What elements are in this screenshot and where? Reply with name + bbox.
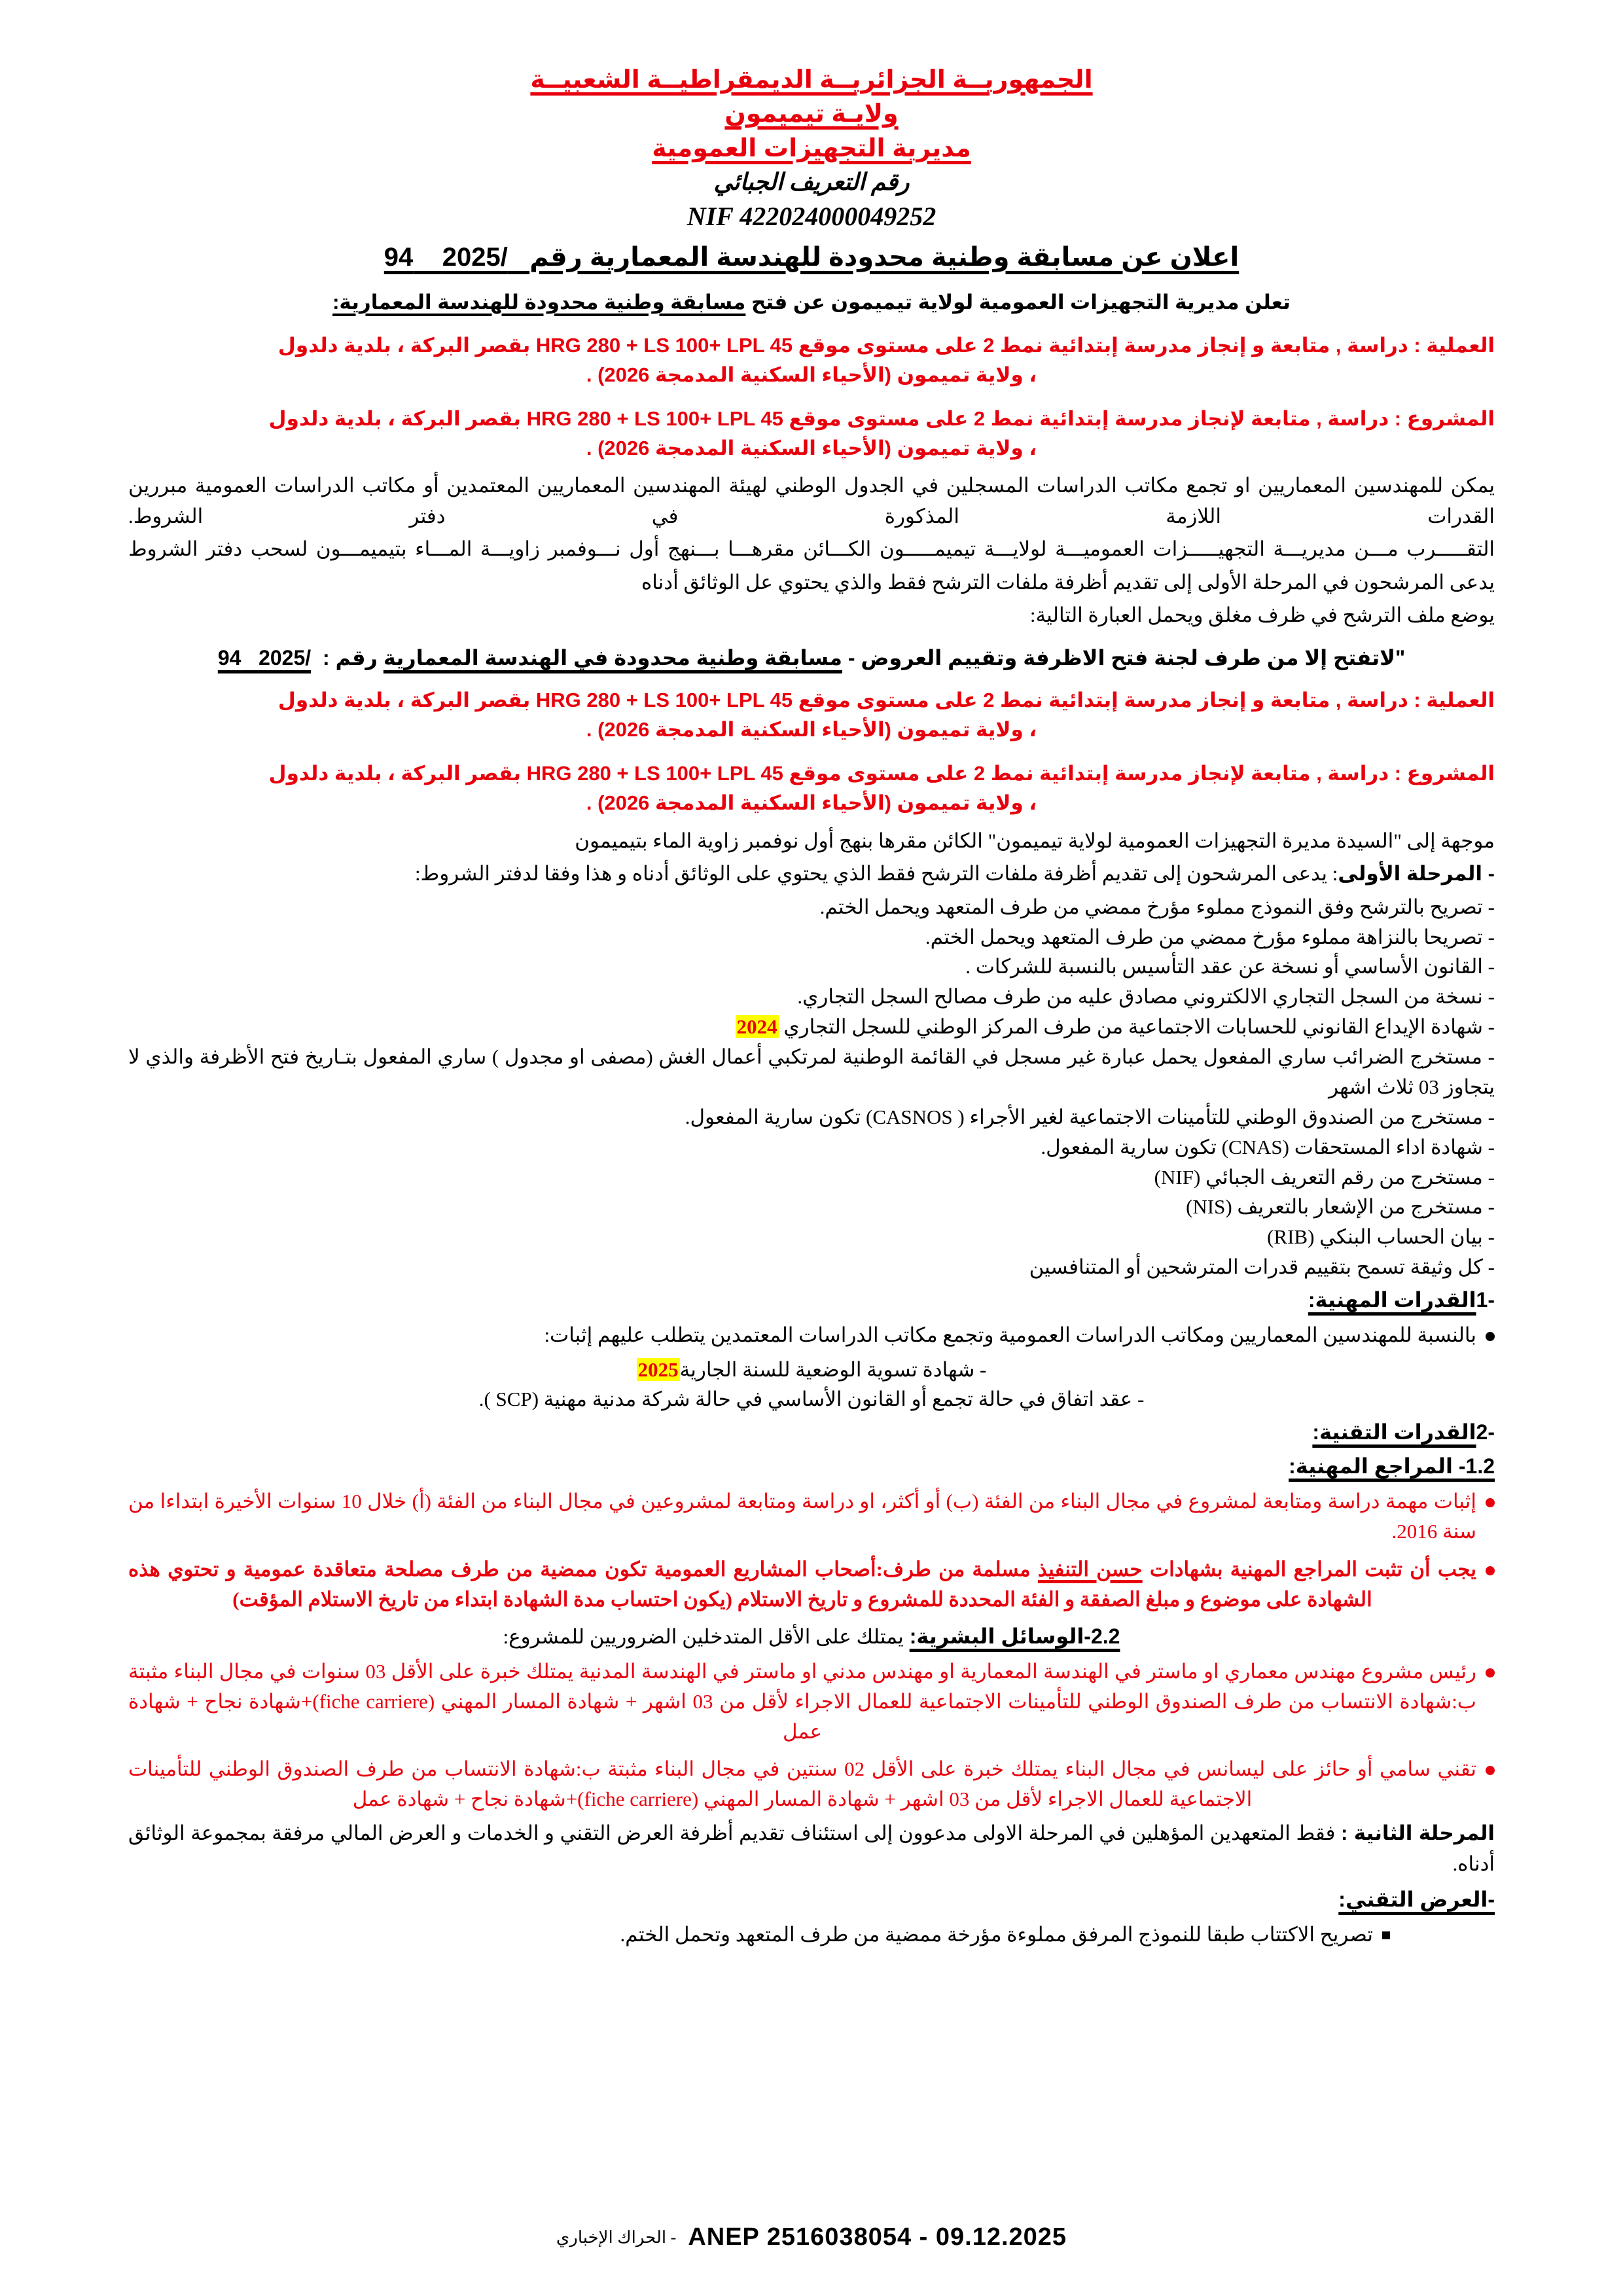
section-prof-item-1-year: 2025 [637, 1357, 679, 1381]
section-human-bullet-1-row [128, 1657, 1495, 1747]
bullet-dot-icon [1486, 1668, 1495, 1677]
section-human-rest: يمتلك على الأقل المتدخلين الضروريين للمشروع: [503, 1624, 904, 1648]
header-republic [128, 63, 1495, 97]
operation-1-line2: ، ولاية تميمون (الأحياء السكنية المدمجة 2026) . [586, 363, 1037, 386]
section-refs-bullet-1-row [128, 1486, 1495, 1547]
phase1-item-6: - مستخرج من الصندوق الوطني للتأمينات الاجتماعية لغير الأجراء ( CASNOS) تكون سارية المفعول. [685, 1105, 1495, 1128]
document-footer [128, 2223, 1495, 2270]
phase1-item-9: - مستخرج من الإشعار بالتعريف (NIS) [1186, 1195, 1495, 1219]
section-technical-offer-heading [128, 1887, 1495, 1912]
phase1-item-10: - بيان الحساب البنكي (RIB) [1267, 1225, 1495, 1249]
page-title-text: اعلان عن مسابقة وطنية محدودة للهندسة المعمارية رقم [529, 242, 1240, 272]
section-prof-bullet-text: بالنسبة للمهندسين المعماريين ومكاتب الدراسات العمومية وتجمع مكاتب الدراسات المعتمدين يتطلب عليهم إثبات: [544, 1323, 1476, 1347]
page-title-number: 94 [383, 242, 414, 272]
phase1-item-1: - تصريح بالترشح وفق النموذج مملوء مؤرخ ممضي من طرف المتعهد ويحمل الختم. [819, 895, 1495, 918]
bullet-dot-icon [1486, 1766, 1495, 1775]
section-tech-num: 2- [1476, 1420, 1495, 1444]
phase2-heading: المرحلة الثانية : [1340, 1821, 1495, 1845]
section-refs-bullet-2-p1: يجب أن تثبت المراجع المهنية بشهادات [1149, 1558, 1477, 1581]
phase1-item-11: - كل وثيقة تسمح بتقييم قدرات المترشحين أو المتنافسين [1029, 1255, 1495, 1279]
section-human-title: -الوسائل البشرية: [909, 1624, 1091, 1648]
bullet-dot-icon [1486, 1332, 1495, 1341]
project-1-text: دراسة , متابعة لإنجاز مدرسة إبتدائية نمط 2 على مستوى موقع HRG 280 + LS 100+ LPL 45 بقصر البركة ، بلدية دلدول [268, 406, 1389, 430]
phase1-item-deposit [128, 1012, 1495, 1042]
section-tech-offer-title: -العرض التقني: [1338, 1888, 1495, 1912]
phase1-item-deposit-text: - شهادة الإيداع القانوني للحسابات الاجتماعية من طرف المركز الوطني للسجل التجاري [783, 1015, 1495, 1039]
header-republic-text: الجمهوريــة الجزائريــة الديمقراطيــة الشعبيــة [530, 66, 1093, 94]
section-human-bullet-2-row [128, 1754, 1495, 1814]
phase1-line [128, 859, 1495, 889]
section-refs-bullet-2-p2: مسلمة من طرف:أصحاب المشاريع العمومية تكون ممضية من طرف مصلحة متعاقدة عمومية و تحتوي هذه الشهادة على موضوع و مبلغ الصفقة و الفئة المحددة للمشروع و تاريخ الاستلام (يكون احتساب مدة الشهادة ابتداء من تاريخ الاستلام المؤقت) [128, 1558, 1372, 1611]
envelope-quote-underlined: مسابقة وطنية محدودة في الهندسة المعمارية [383, 645, 842, 670]
section-prof-item-2: - عقد اتفاق في حالة تجمع أو القانون الأساسي في حالة شركة مدنية مهنية (SCP ). [478, 1388, 1145, 1411]
operation-block-2 [128, 686, 1495, 745]
section-prof-bullet [128, 1320, 1476, 1351]
header-wilaya-text: ولايـة تيميمون [724, 100, 899, 128]
project-1-line1 [128, 404, 1495, 434]
phase1-item-2: - تصريحا بالنزاهة مملوء مؤرخ ممضي من طرف المتعهد ويحمل الختم. [925, 925, 1495, 948]
section-tech-offer-item-row [128, 1920, 1495, 1950]
paragraph-phase1-call: يدعى المرشحون في المرحلة الأولى إلى تقديم أظرفة ملفات الترشح فقط والذي يحتوي عل الوثائق أدناه [641, 570, 1495, 594]
phase1-item-8: - مستخرج من رقم التعريف الجبائي (NIF) [1154, 1165, 1495, 1189]
envelope-number: 94 [217, 645, 241, 670]
project-2-line2: ، ولاية تميمون (الأحياء السكنية المدمجة 2026) . [586, 791, 1037, 814]
section-prof-bullet-row [128, 1320, 1495, 1351]
envelope-year: 2025/ [259, 645, 312, 670]
phase1-item-3: - القانون الأساسي أو نسخة عن عقد التأسيس بالنسبة للشركات . [965, 955, 1495, 978]
bullet-dot-icon [1486, 1566, 1495, 1575]
operation-2-text: دراسة , متابعة و إنجاز مدرسة إبتدائية نمط 2 على مستوى موقع HRG 280 + LS 100+ LPL 45 بقصر البركة ، بلدية دلدول [277, 688, 1408, 711]
nif-value: NIF 422024000049252 [687, 201, 936, 231]
section-tech-title: القدرات التقنية: [1312, 1420, 1476, 1444]
section-prof-title: القدرات المهنية: [1308, 1288, 1476, 1312]
section-human-num: 2.2 [1090, 1624, 1120, 1648]
paragraph-sealed-envelope: يوضع ملف الترشح في ظرف مغلق ويحمل العبارة التالية: [1029, 603, 1495, 627]
section-prof-item-1-text: - شهادة تسوية الوضعية للسنة الجارية [679, 1357, 987, 1381]
phase2-line [128, 1818, 1495, 1879]
project-2-line1 [128, 759, 1495, 789]
section-human-resources-heading [128, 1624, 1495, 1649]
project-block-2 [128, 759, 1495, 818]
section-human-bullet-2: تقني سامي أو حائز على ليسانس في مجال البناء يمتلك خبرة على الأقل 02 سنتين في مجال البناء مثبتة ب:شهادة الانتساب من طرف الصندوق الوطني للتأمينات الاجتماعية للعمال الاجراء لأقل من 03 اشهر + شهادة المسار المهني (fiche carriere)+شهادة نجاح + شهادة عمل [128, 1757, 1477, 1811]
envelope-quote-before: "لاتفتح إلا من طرف لجنة فتح الاظرفة وتقييم العروض - [847, 645, 1406, 670]
section-refs-bullet-2-row [128, 1554, 1495, 1615]
anep-reference: ANEP 2516038054 - 09.12.2025 [688, 2223, 1067, 2251]
operation-2-line1 [128, 686, 1495, 715]
operation-1-label: العملية : [1414, 333, 1495, 357]
project-1-label: المشروع : [1394, 406, 1495, 430]
phase1-heading: - المرحلة الأولى [1338, 862, 1495, 886]
phase1-item-7: - شهادة اداء المستحقات (CNAS) تكون سارية المفعول. [1041, 1135, 1495, 1158]
paragraph-addressed-to: موجهة إلى "السيدة مديرة التجهيزات العمومية لولاية تيميمون" الكائن مقرها بنهج أول نوفمبر زاوية الماء بتيميمون [575, 829, 1495, 852]
header-directorate [128, 132, 1495, 166]
project-2-label: المشروع : [1394, 761, 1495, 785]
section-prof-num: 1- [1476, 1288, 1495, 1312]
envelope-inscription [128, 645, 1495, 670]
project-1-line2: ، ولاية تميمون (الأحياء السكنية المدمجة 2026) . [586, 436, 1037, 459]
phase2-text: فقط المتعهدين المؤهلين في المرحلة الاولى مدعوون إلى استئناف تقديم أظرفة العرض التقني و الخدمات و العرض المالي مرفقة بمجموعة الوثائق أدناه. [128, 1821, 1495, 1875]
operation-2-line2: ، ولاية تميمون (الأحياء السكنية المدمجة 2026) . [586, 717, 1037, 741]
envelope-quote-after: رقم : [322, 645, 378, 670]
intro-announcement [128, 291, 1495, 314]
section-references-heading [128, 1454, 1495, 1479]
phase1-text: : يدعى المرشحون إلى تقديم أظرفة ملفات الترشح فقط الذي يحتوي على الوثائق أدناه و هذا وفقا لدفتر الشروط: [414, 862, 1338, 886]
header-directorate-text: مديرية التجهيزات العمومية [652, 134, 971, 162]
phase1-item-4: - نسخة من السجل التجاري الالكتروني مصادق عليه من طرف مصالح السجل التجاري. [797, 985, 1495, 1009]
intro-before: تعلن مديرية التجهيزات العمومية لولاية تيميمون عن فتح [751, 290, 1291, 314]
section-refs-bullet-1: إثبات مهمة دراسة ومتابعة لمشروع في مجال البناء من الفئة (ب) أو أكثر، او دراسة ومتابعة لمشروعين في مجال البناء من الفئة (أ) خلال 10 سنوات الأخيرة ابتداءا من سنة 2016. [128, 1490, 1476, 1543]
project-2-text: دراسة , متابعة لإنجاز مدرسة إبتدائية نمط 2 على مستوى موقع HRG 280 + LS 100+ LPL 45 بقصر البركة ، بلدية دلدول [268, 761, 1389, 785]
section-professional-capacities-heading [128, 1287, 1495, 1312]
page-title [128, 242, 1495, 272]
document-header [128, 63, 1495, 234]
project-block-1 [128, 404, 1495, 463]
header-wilaya [128, 97, 1495, 131]
operation-1-text: دراسة , متابعة و إنجاز مدرسة إبتدائية نمط 2 على مستوى موقع HRG 280 + LS 100+ LPL 45 بقصر البركة ، بلدية دلدول [277, 333, 1408, 357]
phase1-item-5: - مستخرج الضرائب ساري المفعول يحمل عبارة غير مسجل في القائمة الوطنية لمرتكبي أعمال الغش (مصفى او مجدول ) ساري المفعول بتـاريخ فتح الأظرفة والذي لا يتجاوز 03 ثلاث اشهر [128, 1045, 1495, 1098]
section-refs-bullet-2-underlined: حسن التنفيذ [1037, 1558, 1143, 1581]
section-technical-capacities-heading [128, 1420, 1495, 1444]
nif-label: رقم التعريف الجبائي [713, 169, 910, 196]
intro-underlined: مسابقة وطنية محدودة للهندسة المعمارية: [332, 290, 746, 314]
section-human-bullet-1: رئيس مشروع مهندس معماري او ماستر في الهندسة المعمارية او مهندس مدني او ماستر في الهندسة المدنية يمتلك خبرة على الأقل 03 سنوات في مجال البناء مثبتة ب:شهادة الانتساب من طرف الصندوق الوطني للتأمينات الاجتماعية للعمال الاجراء لأقل من 03 اشهر + شهادة المسار المهني (fiche carriere)+شهادة نجاح + شهادة عمل [128, 1659, 1476, 1743]
paragraph-withdraw-specs: التقـــــرب مـــن مديريـــة التجهيـــــزات العموميـــة لولايـــة تيميمـــــون الكـــائن مقرهـــا بـــنهج أول نـــوفمبر زاويـــة المـــاء بتيميمـــون لسحب دفتر الشروط [128, 537, 1495, 561]
section-refs-bullet-2 [128, 1554, 1476, 1615]
section-refs-num: 1.2 [1465, 1454, 1495, 1479]
section-prof-item-1 [128, 1355, 1495, 1385]
bullet-dot-icon [1486, 1498, 1495, 1507]
operation-2-label: العملية : [1414, 688, 1495, 711]
operation-1-line1 [128, 331, 1495, 361]
section-tech-offer-item: تصريح الاكتتاب طبقا للنموذج المرفق مملوءة مؤرخة ممضية من طرف المتعهد وتحمل الختم. [620, 1923, 1373, 1946]
footer-source: - الحراك الإخباري [556, 2227, 677, 2247]
page-title-year: 2025/ [442, 242, 508, 272]
operation-block-1 [128, 331, 1495, 390]
paragraph-eligibility: يمكن للمهندسين المعماريين او تجمع مكاتب الدراسات المسجلين في الجدول الوطني لهيئة المهندسين المعماريين المعتمدين أو مكاتب الدراسات العمومية مبررين القدرات اللازمة المذكورة في دفتر الشروط. [128, 474, 1495, 528]
square-bullet-icon [1382, 1931, 1390, 1939]
phase1-item-deposit-year: 2024 [736, 1015, 777, 1039]
section-refs-title: - المراجع المهنية: [1289, 1454, 1466, 1479]
